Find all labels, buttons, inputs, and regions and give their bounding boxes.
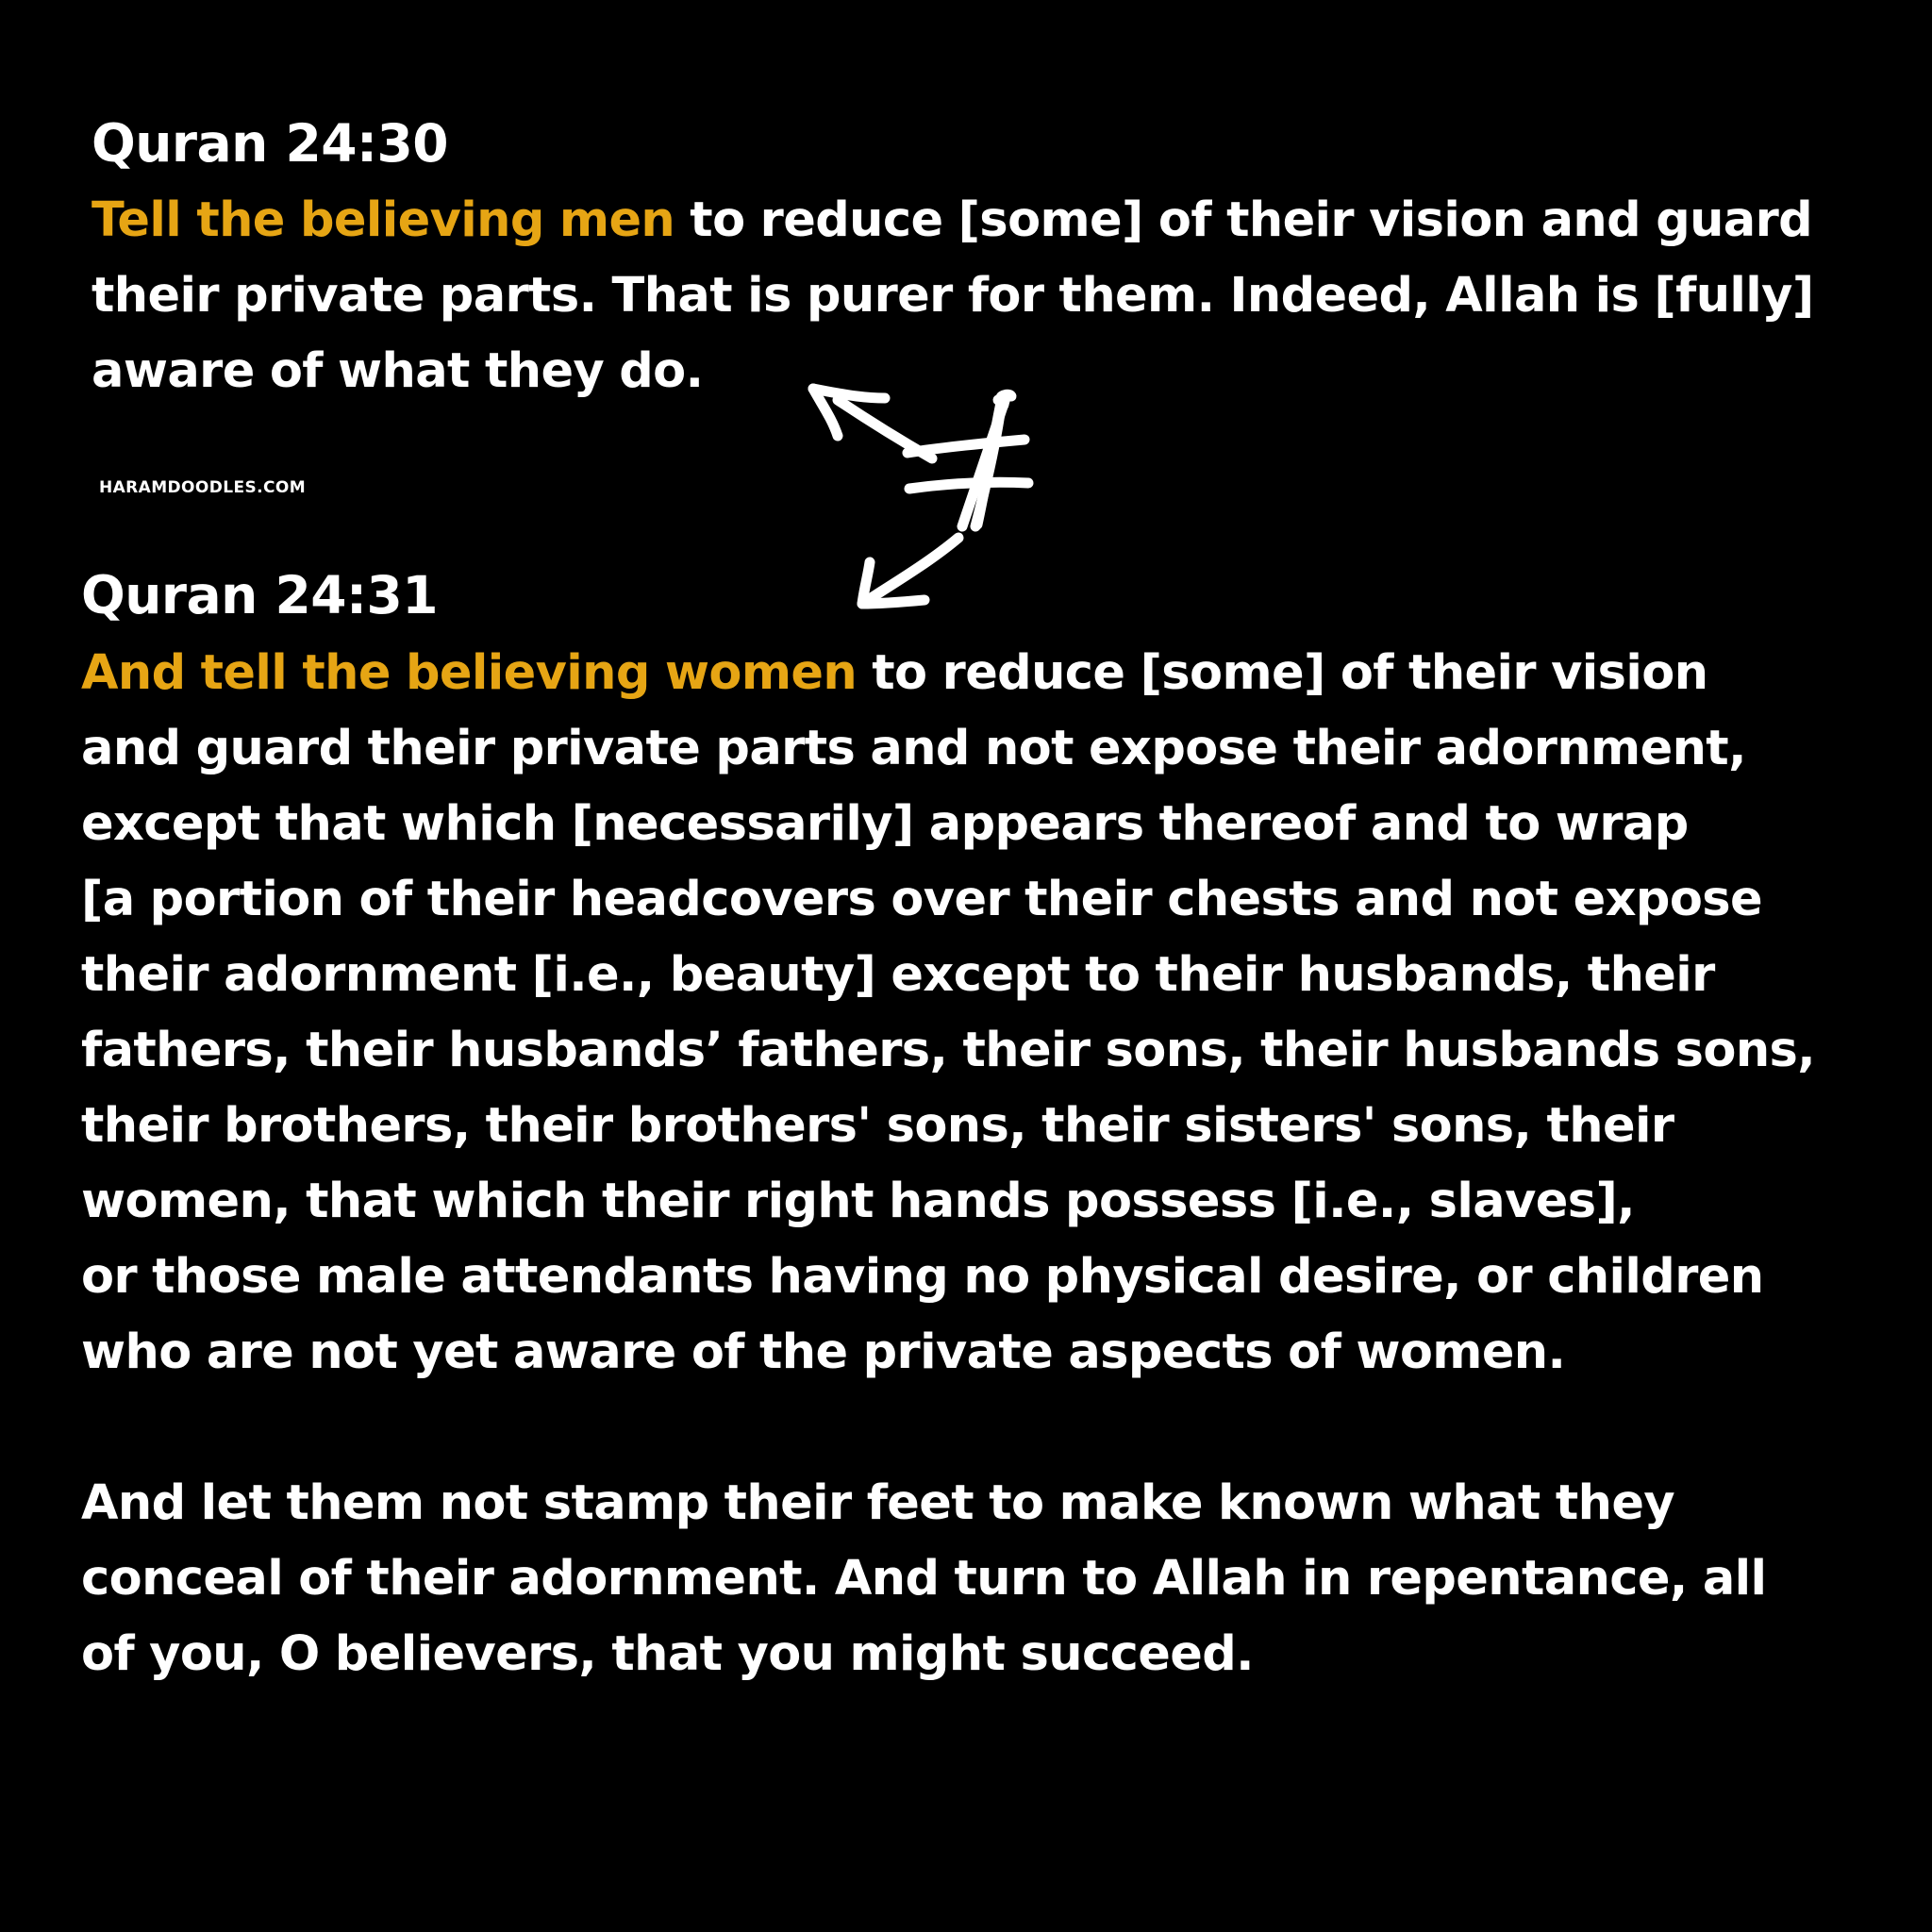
verse-2-p2-line: conceal of their adornment. And turn to Allah in repentance, all — [81, 1551, 1767, 1607]
verse-1-line — [92, 183, 1814, 258]
verse-2-line-text: their adornment [i.e., beauty] except to their husbands, their — [81, 947, 1715, 1003]
verse-1-line — [92, 258, 1814, 334]
highlight-believing-men: Tell the believing men — [92, 192, 675, 248]
arrow-down-left-icon — [862, 538, 958, 604]
verse-2-line — [81, 1315, 1815, 1391]
verse-1-line-text: aware of what they do. — [92, 343, 704, 399]
not-equal-doodle — [792, 377, 1132, 623]
verse-2-line — [81, 1089, 1815, 1164]
verse-2-line — [81, 1164, 1815, 1240]
verse-2-paragraph-2 — [81, 1466, 1766, 1692]
verse-2-line-text: who are not yet aware of the private aspects of women. — [81, 1324, 1566, 1380]
verse-1-line-text: to reduce [some] of their vision and guard — [675, 192, 1813, 248]
verse-2-line-text: or those male attendants having no physical desire, or children — [81, 1249, 1764, 1305]
verse-2-heading: Quran 24:31 — [81, 565, 439, 625]
highlight-believing-women: And tell the believing women — [81, 645, 858, 701]
verse-2-line — [81, 938, 1815, 1013]
verse-2-line-text: except that which [necessarily] appears thereof and to wrap — [81, 796, 1689, 852]
verse-2-line — [81, 787, 1815, 862]
verse-2-line-text: to reduce [some] of their vision — [857, 645, 1708, 701]
verse-2-line — [81, 1240, 1815, 1315]
verse-2-line — [81, 711, 1815, 787]
verse-2-line-text: and guard their private parts and not expose their adornment, — [81, 721, 1746, 776]
verse-2-line — [81, 636, 1815, 711]
verse-2-line-text: women, that which their right hands possess [i.e., slaves], — [81, 1174, 1635, 1229]
verse-2-line — [81, 1013, 1815, 1089]
not-equal-icon-strokes — [908, 398, 1028, 526]
verse-2-line — [81, 862, 1815, 938]
verse-2-p2-line: And let them not stamp their feet to make known what they — [81, 1475, 1674, 1531]
verse-2-line-text: their brothers, their brothers' sons, their sisters' sons, their — [81, 1098, 1674, 1154]
watermark: HARAMDOODLES.COM — [99, 478, 307, 497]
verse-1-line-text: their private parts. That is purer for them. Indeed, Allah is [fully] — [92, 268, 1814, 324]
verse-2-text — [81, 636, 1815, 1391]
verse-1-heading: Quran 24:30 — [92, 113, 449, 174]
verse-1-text — [92, 183, 1814, 409]
verse-2-line-text: fathers, their husbands’ fathers, their sons, their husbands sons, — [81, 1023, 1816, 1078]
verse-2-p2-line: of you, O believers, that you might succeed. — [81, 1626, 1254, 1682]
verse-2-line-text: [a portion of their headcovers over their chests and not expose — [81, 872, 1763, 927]
